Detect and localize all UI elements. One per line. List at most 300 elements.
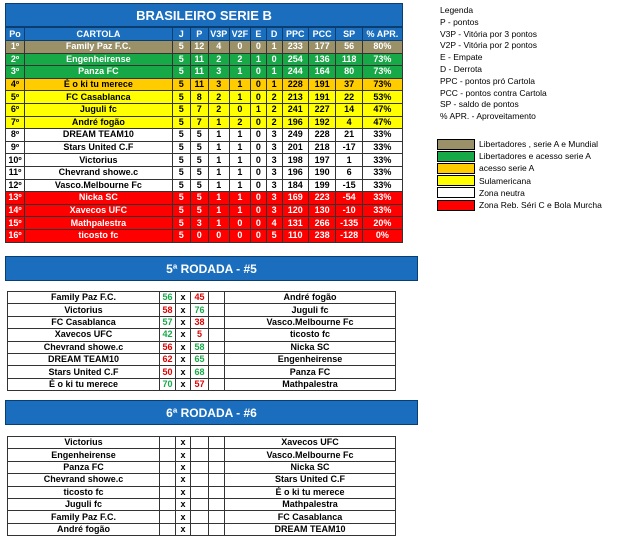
standings-row — [6, 141, 403, 154]
standings-cell-j: 5 — [172, 204, 190, 217]
standings-cell-name: Engenheirense — [25, 53, 173, 66]
standings-row — [6, 204, 403, 217]
zone-swatch — [437, 175, 475, 186]
match-away-team: Panza FC — [225, 366, 396, 378]
standings-cell-e: 1 — [250, 53, 266, 66]
standings-cell-apr: 33% — [362, 129, 402, 142]
match-home-score — [160, 437, 176, 449]
match-row — [8, 292, 396, 304]
standings-cell-v3p: 4 — [208, 41, 229, 54]
standings-cell-e: 0 — [250, 217, 266, 230]
standings-cell-d: 3 — [266, 204, 282, 217]
standings-cell-e: 0 — [250, 179, 266, 192]
standings-cell-e: 0 — [250, 229, 266, 242]
zone-swatch — [437, 187, 475, 198]
match-row — [8, 366, 396, 378]
standings-cell-v2f: 1 — [229, 192, 250, 205]
legend-line: Legenda — [440, 5, 474, 15]
standings-cell-e: 0 — [250, 91, 266, 104]
match-home-score: 56 — [160, 292, 176, 304]
standings-cell-ppc: 241 — [282, 103, 308, 116]
standings-cell-e: 0 — [250, 192, 266, 205]
standings-cell-v2f: 1 — [229, 166, 250, 179]
rodada5-table — [7, 291, 396, 391]
zone-label: Zona Reb. Séri C e Bola Murcha — [479, 200, 602, 211]
standings-cell-pos: 14º — [6, 204, 25, 217]
standings-row — [6, 229, 403, 242]
match-away-team: Stars United C.F — [225, 474, 396, 486]
standings-cell-pos: 1º — [6, 41, 25, 54]
standings-cell-ppc: 228 — [282, 78, 308, 91]
rodada5-header: 5ª RODADA - #5 — [5, 256, 418, 281]
match-away-team: ticosto fc — [225, 329, 396, 341]
standings-cell-pcc: 223 — [308, 192, 335, 205]
standings-header-cell: E — [250, 28, 266, 41]
legend-line: PCC - pontos contra Cartola — [440, 87, 547, 98]
standings-cell-apr: 33% — [362, 192, 402, 205]
standings-cell-pos: 6º — [6, 103, 25, 116]
standings-cell-d: 1 — [266, 41, 282, 54]
standings-cell-e: 0 — [250, 204, 266, 217]
standings-cell-d: 3 — [266, 192, 282, 205]
match-home-team: Panza FC — [8, 461, 160, 473]
standings-cell-v3p: 2 — [208, 53, 229, 66]
standings-cell-name: DREAM TEAM10 — [25, 129, 173, 142]
standings-cell-j: 5 — [172, 41, 190, 54]
match-spacer — [209, 341, 225, 353]
match-home-score — [160, 511, 176, 523]
standings-cell-pos: 5º — [6, 91, 25, 104]
standings-cell-e: 0 — [250, 166, 266, 179]
standings-header-cell: D — [266, 28, 282, 41]
standings-header-cell: % APR. — [362, 28, 402, 41]
match-home-score — [160, 449, 176, 461]
zone-legend-item — [437, 199, 602, 211]
standings-cell-ppc: 249 — [282, 129, 308, 142]
standings-row — [6, 166, 403, 179]
match-row — [8, 378, 396, 390]
standings-cell-sp: -135 — [336, 217, 362, 230]
match-away-team: André fogão — [225, 292, 396, 304]
standings-cell-apr: 33% — [362, 154, 402, 167]
standings-cell-v3p: 3 — [208, 78, 229, 91]
standings-cell-v3p: 1 — [208, 192, 229, 205]
match-separator: x — [176, 378, 191, 390]
match-spacer — [209, 378, 225, 390]
standings-cell-v2f: 2 — [229, 116, 250, 129]
standings-cell-name: Panza FC — [25, 66, 173, 79]
standings-cell-pos: 4º — [6, 78, 25, 91]
standings-cell-d: 3 — [266, 179, 282, 192]
standings-header-cell: Po — [6, 28, 25, 41]
match-spacer — [209, 474, 225, 486]
standings-header-cell: V3P — [208, 28, 229, 41]
standings-cell-pcc: 177 — [308, 41, 335, 54]
standings-cell-pcc: 266 — [308, 217, 335, 230]
match-home-score: 70 — [160, 378, 176, 390]
standings-header-cell: P — [190, 28, 208, 41]
standings-cell-name: Stars United C.F — [25, 141, 173, 154]
match-home-team: ticosto fc — [8, 486, 160, 498]
match-home-team: Juguli fc — [8, 498, 160, 510]
standings-cell-name: É o ki tu merece — [25, 78, 173, 91]
match-away-score — [191, 437, 209, 449]
match-home-score: 50 — [160, 366, 176, 378]
standings-cell-e: 0 — [250, 78, 266, 91]
legend-line: PPC - pontos pró Cartola — [440, 75, 535, 86]
standings-cell-d: 3 — [266, 141, 282, 154]
standings-cell-name: Xavecos UFC — [25, 204, 173, 217]
standings-cell-ppc: 254 — [282, 53, 308, 66]
standings-cell-p: 5 — [190, 129, 208, 142]
zone-label: Sulamericana — [479, 175, 531, 186]
standings-cell-name: Juguli fc — [25, 103, 173, 116]
match-away-team: Mathpalestra — [225, 378, 396, 390]
standings-cell-v3p: 2 — [208, 91, 229, 104]
match-home-score: 42 — [160, 329, 176, 341]
zone-swatch — [437, 151, 475, 162]
standings-cell-name: Chevrand showe.c — [25, 166, 173, 179]
standings-cell-pcc: 191 — [308, 78, 335, 91]
standings-row — [6, 103, 403, 116]
standings-cell-apr: 33% — [362, 179, 402, 192]
standings-cell-sp: -54 — [336, 192, 362, 205]
match-home-team: Victorius — [8, 437, 160, 449]
match-home-score: 56 — [160, 341, 176, 353]
match-separator: x — [176, 511, 191, 523]
standings-cell-d: 2 — [266, 91, 282, 104]
standings-cell-v3p: 2 — [208, 103, 229, 116]
standings-cell-e: 0 — [250, 116, 266, 129]
standings-cell-d: 3 — [266, 166, 282, 179]
zone-legend-item — [437, 150, 602, 162]
legend-line: V2P - Vitória por 2 pontos — [440, 40, 538, 51]
match-spacer — [209, 329, 225, 341]
standings-cell-v2f: 1 — [229, 78, 250, 91]
match-spacer — [209, 366, 225, 378]
standings-cell-pos: 9º — [6, 141, 25, 154]
standings-cell-j: 5 — [172, 154, 190, 167]
standings-cell-sp: 21 — [336, 129, 362, 142]
standings-cell-pcc: 227 — [308, 103, 335, 116]
match-row — [8, 437, 396, 449]
standings-title: BRASILEIRO SERIE B — [5, 3, 403, 27]
standings-cell-ppc: 213 — [282, 91, 308, 104]
standings-cell-v2f: 1 — [229, 154, 250, 167]
standings-cell-j: 5 — [172, 141, 190, 154]
match-away-team: Engenheirense — [225, 353, 396, 365]
standings-cell-v3p: 3 — [208, 66, 229, 79]
match-home-score — [160, 474, 176, 486]
match-separator: x — [176, 304, 191, 316]
standings-cell-j: 5 — [172, 179, 190, 192]
match-spacer — [209, 437, 225, 449]
match-separator: x — [176, 449, 191, 461]
match-home-team: André fogão — [8, 523, 160, 535]
zone-label: Libertadores , serie A e Mundial — [479, 139, 599, 150]
match-away-team: Nicka SC — [225, 461, 396, 473]
match-row — [8, 486, 396, 498]
standings-cell-v3p: 1 — [208, 129, 229, 142]
standings-cell-v2f: 0 — [229, 229, 250, 242]
standings-cell-pcc: 190 — [308, 166, 335, 179]
standings-cell-v3p: 1 — [208, 116, 229, 129]
standings-row — [6, 41, 403, 54]
standings-cell-j: 5 — [172, 66, 190, 79]
standings-table — [5, 3, 403, 243]
match-separator: x — [176, 486, 191, 498]
standings-row — [6, 91, 403, 104]
zone-swatch — [437, 163, 475, 174]
standings-header-row — [6, 28, 403, 41]
match-home-team: Engenheirense — [8, 449, 160, 461]
standings-cell-ppc: 184 — [282, 179, 308, 192]
match-spacer — [209, 353, 225, 365]
standings-cell-pos: 12º — [6, 179, 25, 192]
standings-cell-p: 11 — [190, 66, 208, 79]
match-spacer — [209, 304, 225, 316]
standings-row — [6, 129, 403, 142]
standings-cell-pos: 7º — [6, 116, 25, 129]
standings-cell-p: 5 — [190, 192, 208, 205]
standings-cell-p: 3 — [190, 217, 208, 230]
standings-header-cell: CARTOLA — [25, 28, 173, 41]
standings-row — [6, 66, 403, 79]
standings-cell-p: 12 — [190, 41, 208, 54]
standings-cell-p: 8 — [190, 91, 208, 104]
standings-cell-pcc: 191 — [308, 91, 335, 104]
standings-cell-pos: 3º — [6, 66, 25, 79]
match-row — [8, 304, 396, 316]
standings-cell-p: 5 — [190, 166, 208, 179]
match-home-score: 62 — [160, 353, 176, 365]
match-away-team: Juguli fc — [225, 304, 396, 316]
match-spacer — [209, 486, 225, 498]
standings-cell-ppc: 196 — [282, 116, 308, 129]
legend-line: % APR. - Aproveitamento — [440, 111, 536, 122]
standings-cell-ppc: 131 — [282, 217, 308, 230]
standings-cell-pos: 13º — [6, 192, 25, 205]
match-home-team: Stars United C.F — [8, 366, 160, 378]
standings-cell-v2f: 2 — [229, 53, 250, 66]
standings-cell-j: 5 — [172, 129, 190, 142]
standings-cell-p: 7 — [190, 103, 208, 116]
standings-cell-j: 5 — [172, 192, 190, 205]
standings-cell-e: 1 — [250, 103, 266, 116]
standings-header-cell: PPC — [282, 28, 308, 41]
standings-cell-sp: 22 — [336, 91, 362, 104]
standings-cell-apr: 33% — [362, 204, 402, 217]
zone-legend — [437, 138, 602, 211]
standings-cell-j: 5 — [172, 116, 190, 129]
standings-cell-apr: 33% — [362, 166, 402, 179]
match-home-score — [160, 523, 176, 535]
standings-row — [6, 192, 403, 205]
legend-line: V3P - Vitória por 3 pontos — [440, 28, 538, 39]
match-row — [8, 474, 396, 486]
match-away-score — [191, 523, 209, 535]
zone-legend-item — [437, 162, 602, 174]
match-home-team: Family Paz F.C. — [8, 292, 160, 304]
match-row — [8, 511, 396, 523]
standings-cell-pcc: 164 — [308, 66, 335, 79]
match-spacer — [209, 316, 225, 328]
standings-cell-v3p: 1 — [208, 179, 229, 192]
match-spacer — [209, 511, 225, 523]
standings-cell-apr: 73% — [362, 78, 402, 91]
standings-cell-p: 5 — [190, 179, 208, 192]
standings-cell-d: 2 — [266, 103, 282, 116]
standings-cell-v3p: 0 — [208, 229, 229, 242]
standings-cell-p: 5 — [190, 204, 208, 217]
match-row — [8, 523, 396, 535]
match-row — [8, 329, 396, 341]
standings-cell-pcc: 238 — [308, 229, 335, 242]
match-home-score — [160, 498, 176, 510]
standings-cell-v3p: 1 — [208, 154, 229, 167]
standings-cell-ppc: 196 — [282, 166, 308, 179]
standings-cell-name: Nicka SC — [25, 192, 173, 205]
standings-header-cell: SP — [336, 28, 362, 41]
match-away-score — [191, 511, 209, 523]
standings-cell-v2f: 1 — [229, 66, 250, 79]
match-home-score — [160, 461, 176, 473]
zone-label: Libertadores e acesso serie A — [479, 151, 591, 162]
standings-cell-ppc: 169 — [282, 192, 308, 205]
match-spacer — [209, 292, 225, 304]
standings-cell-ppc: 110 — [282, 229, 308, 242]
match-away-score: 65 — [191, 353, 209, 365]
standings-cell-sp: 14 — [336, 103, 362, 116]
standings-cell-p: 5 — [190, 154, 208, 167]
standings-cell-sp: 4 — [336, 116, 362, 129]
match-row — [8, 461, 396, 473]
standings-row — [6, 116, 403, 129]
standings-row — [6, 179, 403, 192]
zone-label: Zona neutra — [479, 187, 525, 198]
match-away-score: 68 — [191, 366, 209, 378]
standings-header-cell: J — [172, 28, 190, 41]
match-separator: x — [176, 292, 191, 304]
match-separator: x — [176, 437, 191, 449]
standings-cell-pcc: 130 — [308, 204, 335, 217]
match-away-team: Xavecos UFC — [225, 437, 396, 449]
standings-cell-apr: 20% — [362, 217, 402, 230]
standings-cell-p: 11 — [190, 53, 208, 66]
legend-line: E - Empate — [440, 52, 483, 63]
standings-cell-pos: 8º — [6, 129, 25, 142]
standings-cell-pos: 10º — [6, 154, 25, 167]
standings-cell-name: André fogão — [25, 116, 173, 129]
standings-cell-apr: 33% — [362, 141, 402, 154]
match-separator: x — [176, 523, 191, 535]
standings-cell-name: FC Casablanca — [25, 91, 173, 104]
standings-cell-j: 5 — [172, 103, 190, 116]
standings-cell-v2f: 1 — [229, 91, 250, 104]
match-away-score: 5 — [191, 329, 209, 341]
match-home-score: 58 — [160, 304, 176, 316]
match-spacer — [209, 461, 225, 473]
standings-cell-sp: -10 — [336, 204, 362, 217]
standings-cell-apr: 0% — [362, 229, 402, 242]
match-home-team: É o ki tu merece — [8, 378, 160, 390]
match-away-team: Vasco.Melbourne Fc — [225, 449, 396, 461]
standings-cell-sp: -128 — [336, 229, 362, 242]
standings-cell-p: 11 — [190, 78, 208, 91]
standings-row — [6, 154, 403, 167]
standings-cell-p: 5 — [190, 141, 208, 154]
match-separator: x — [176, 461, 191, 473]
match-home-team: FC Casablanca — [8, 316, 160, 328]
standings-cell-d: 1 — [266, 66, 282, 79]
legend-line: SP - saldo de pontos — [440, 99, 519, 110]
standings-cell-d: 3 — [266, 129, 282, 142]
match-away-score: 45 — [191, 292, 209, 304]
standings-cell-name: Mathpalestra — [25, 217, 173, 230]
standings-cell-pos: 15º — [6, 217, 25, 230]
match-away-score — [191, 449, 209, 461]
match-home-team: Family Paz F.C. — [8, 511, 160, 523]
standings-cell-v3p: 1 — [208, 141, 229, 154]
match-row — [8, 449, 396, 461]
match-home-team: Chevrand showe.c — [8, 341, 160, 353]
standings-cell-sp: 56 — [336, 41, 362, 54]
standings-cell-name: Victorius — [25, 154, 173, 167]
standings-cell-v2f: 1 — [229, 141, 250, 154]
match-home-team: Victorius — [8, 304, 160, 316]
standings-cell-j: 5 — [172, 78, 190, 91]
standings-cell-sp: 80 — [336, 66, 362, 79]
match-away-team: FC Casablanca — [225, 511, 396, 523]
match-separator: x — [176, 316, 191, 328]
standings-cell-pos: 16º — [6, 229, 25, 242]
legend-line: P - pontos — [440, 16, 479, 27]
standings-cell-sp: -17 — [336, 141, 362, 154]
legend — [440, 5, 618, 123]
standings-cell-ppc: 233 — [282, 41, 308, 54]
match-separator: x — [176, 498, 191, 510]
standings-cell-d: 1 — [266, 78, 282, 91]
match-separator: x — [176, 329, 191, 341]
standings-cell-pcc: 218 — [308, 141, 335, 154]
standings-cell-d: 5 — [266, 229, 282, 242]
standings-cell-ppc: 201 — [282, 141, 308, 154]
match-home-score — [160, 486, 176, 498]
standings-header-cell: V2F — [229, 28, 250, 41]
standings-cell-j: 5 — [172, 91, 190, 104]
match-home-score: 57 — [160, 316, 176, 328]
zone-label: acesso serie A — [479, 163, 535, 174]
match-away-score — [191, 474, 209, 486]
standings-cell-p: 0 — [190, 229, 208, 242]
match-home-team: DREAM TEAM10 — [8, 353, 160, 365]
match-away-score — [191, 461, 209, 473]
match-separator: x — [176, 353, 191, 365]
standings-cell-sp: 6 — [336, 166, 362, 179]
match-away-team: É o ki tu merece — [225, 486, 396, 498]
match-spacer — [209, 449, 225, 461]
standings-header-cell: PCC — [308, 28, 335, 41]
standings-cell-d: 2 — [266, 116, 282, 129]
standings-cell-d: 0 — [266, 53, 282, 66]
standings-cell-pos: 11º — [6, 166, 25, 179]
standings-cell-v3p: 1 — [208, 217, 229, 230]
standings-cell-e: 0 — [250, 154, 266, 167]
standings-cell-name: Family Paz F.C. — [25, 41, 173, 54]
standings-cell-apr: 80% — [362, 41, 402, 54]
match-separator: x — [176, 366, 191, 378]
standings-cell-apr: 73% — [362, 53, 402, 66]
